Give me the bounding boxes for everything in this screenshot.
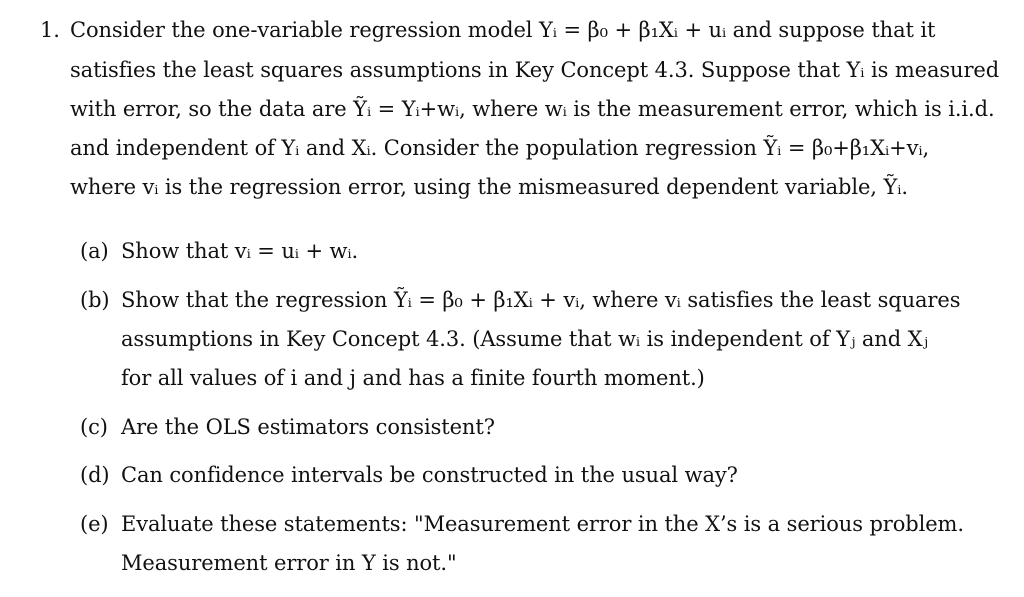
part-d-text: Can confidence intervals be constructed in the usual way? [121,463,738,487]
question-line-3: with error, so the data are Ỹᵢ = Yᵢ+wᵢ, where wᵢ is the measurement error, which is i.i.d. [70,97,995,121]
part-a-label: (a) [80,239,109,263]
part-e-line-2: Measurement error in Y is not." [121,551,457,575]
question-line-5: where vᵢ is the regression error, using the mismeasured dependent variable, Ỹᵢ. [70,175,908,199]
part-b-line-3: for all values of i and j and has a finite fourth moment.) [121,366,705,390]
question-line-1: Consider the one-variable regression model Yᵢ = β₀ + β₁Xᵢ + uᵢ and suppose that it [70,18,936,42]
question-line-4: and independent of Yᵢ and Xᵢ. Consider the population regression Ỹᵢ = β₀+β₁Xᵢ+vᵢ, [70,136,930,160]
part-b-line-2: assumptions in Key Concept 4.3. (Assume that wᵢ is independent of Yⱼ and Xⱼ [121,327,928,351]
part-c-text: Are the OLS estimators consistent? [121,415,495,439]
part-e-label: (e) [80,512,109,536]
part-e-line-1: Evaluate these statements: "Measurement error in the X’s is a serious problem. [121,512,964,536]
part-b-line-1: Show that the regression Ỹᵢ = β₀ + β₁Xᵢ + vᵢ, where vᵢ satisfies the least squares [121,288,961,312]
part-b-label: (b) [80,288,110,312]
part-a-text: Show that vᵢ = uᵢ + wᵢ. [121,239,359,263]
question-number: 1. [40,18,60,42]
part-d-label: (d) [80,463,110,487]
question-line-2: satisfies the least squares assumptions in Key Concept 4.3. Suppose that Yᵢ is measured [70,58,1000,82]
part-c-label: (c) [80,415,108,439]
